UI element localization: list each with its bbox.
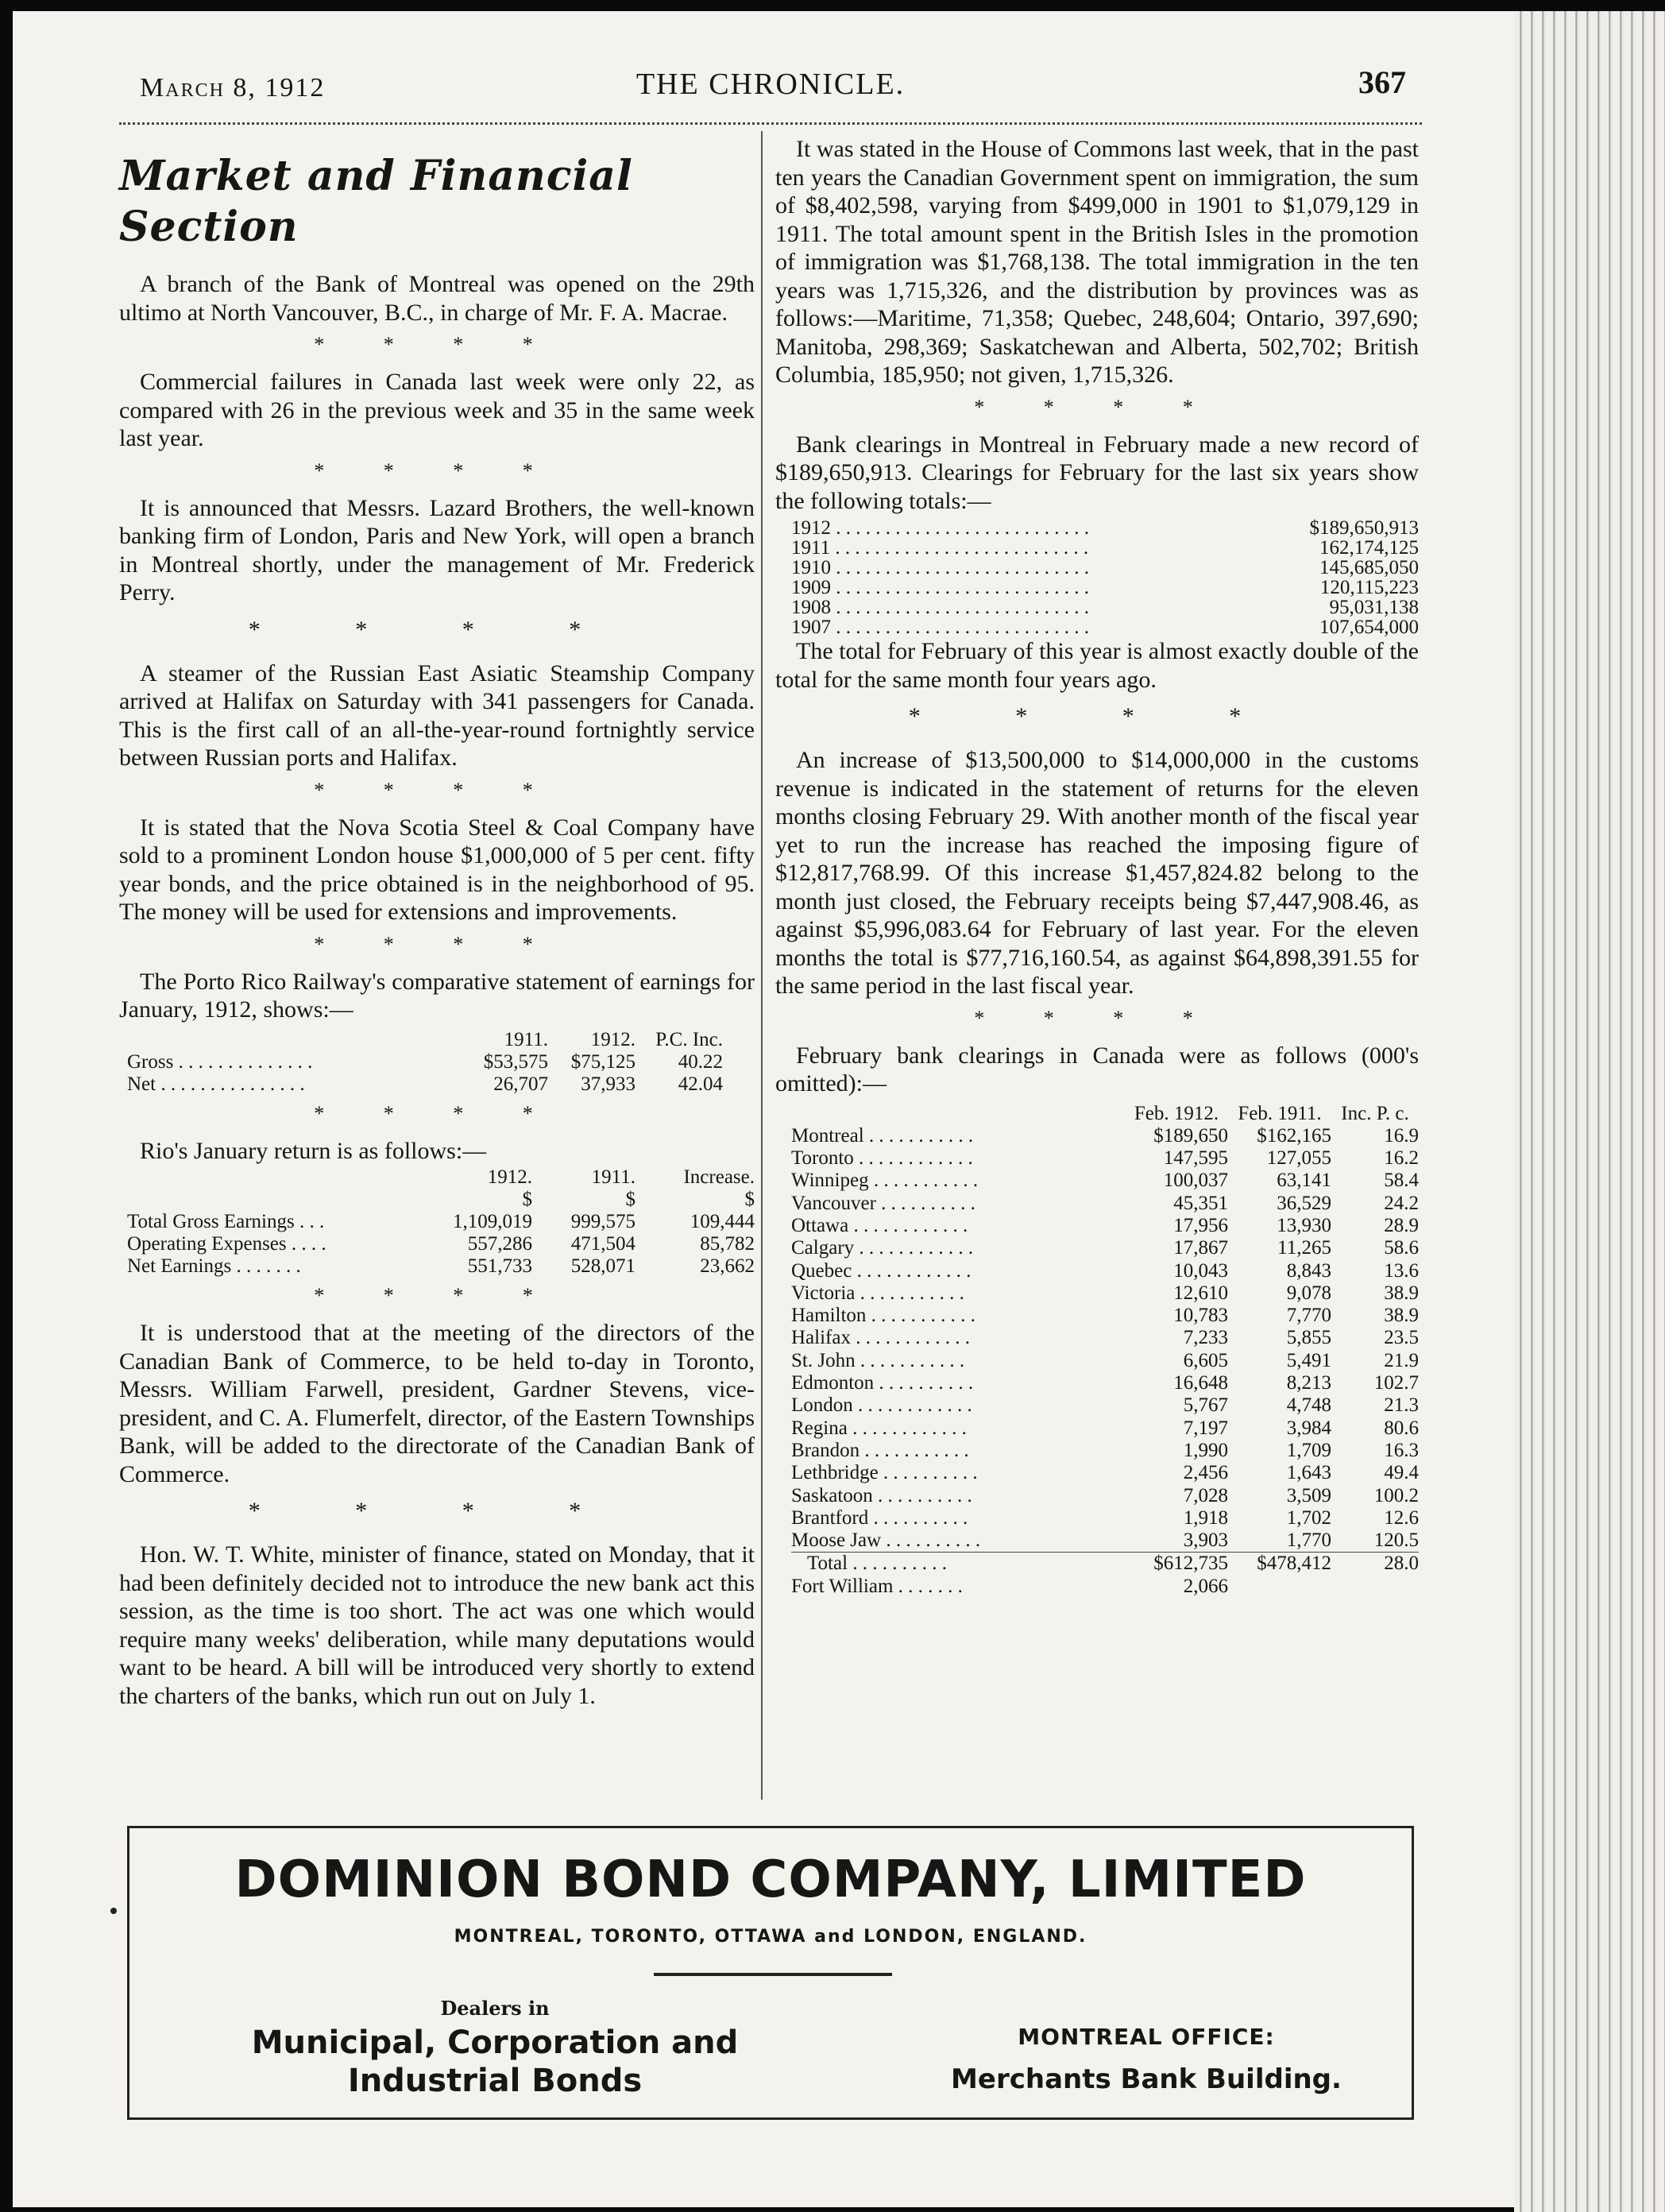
table-row bbox=[791, 1260, 1419, 1282]
cell: 16.2 bbox=[1384, 1147, 1419, 1170]
table-row bbox=[791, 1147, 1419, 1170]
paragraph: An increase of $13,500,000 to $14,000,000 in the customs revenue is indicated in the statement of returns for the eleven months closing February 29. With another month of the fiscal year yet to run the increase has reached the imposing figure of $12,817,768.99. Of this increase $1,457,824.82 belong to the month just closed, the February receipts being $7,447,908.46, as against $5,996,083.64 for February of last year. For the eleven months the total is $77,716,160.54, as against $64,898,391.55 for the same period in the last fiscal year. bbox=[775, 747, 1419, 999]
row-label: 1911 . . . . . . . . . . . . . . . . . . . . . . . . . . bbox=[791, 537, 1089, 559]
ad-rule bbox=[654, 1973, 892, 1976]
cell: 16.3 bbox=[1384, 1439, 1419, 1461]
cell: 7,197 bbox=[1183, 1417, 1228, 1439]
table-row bbox=[127, 1255, 755, 1278]
table-row bbox=[791, 538, 1419, 558]
book-page-edges bbox=[1514, 11, 1665, 2212]
cell: 85,782 bbox=[700, 1233, 755, 1255]
cell: 7,233 bbox=[1183, 1327, 1228, 1349]
cell: 147,595 bbox=[1163, 1147, 1228, 1170]
cell: 10,043 bbox=[1173, 1259, 1228, 1282]
cell: 5,855 bbox=[1286, 1327, 1331, 1349]
cell: 23.5 bbox=[1384, 1327, 1419, 1349]
separator-stars: * * * * bbox=[248, 1498, 626, 1524]
separator-stars: * * * * bbox=[314, 458, 560, 482]
table-row bbox=[791, 1170, 1419, 1192]
cell: 1,770 bbox=[1286, 1529, 1331, 1552]
cell: 102.7 bbox=[1373, 1372, 1419, 1394]
table-row bbox=[791, 1417, 1419, 1440]
cell: 107,654,000 bbox=[1319, 617, 1419, 638]
table-unit: $ bbox=[744, 1189, 755, 1210]
row-label: Operating Expenses . . . . bbox=[127, 1233, 326, 1255]
page-number: 367 bbox=[1358, 64, 1406, 100]
table-header: Feb. 1912. bbox=[1134, 1102, 1219, 1124]
table-row bbox=[791, 1193, 1419, 1215]
paragraph: Commercial failures in Canada last week were only 22, as compared with 26 in the previous week and 35 in the same week last year. bbox=[119, 369, 755, 451]
cell: 100.2 bbox=[1373, 1484, 1419, 1506]
cell: 1,643 bbox=[1286, 1462, 1331, 1484]
row-label: 1910 . . . . . . . . . . . . . . . . . . . . . . . . . . bbox=[791, 557, 1089, 578]
cell: 7,028 bbox=[1183, 1484, 1228, 1506]
table-row bbox=[791, 1237, 1419, 1259]
table-row bbox=[127, 1051, 723, 1073]
cell: 6,605 bbox=[1183, 1349, 1228, 1371]
cell: 12.6 bbox=[1384, 1506, 1419, 1529]
cell: 162,174,125 bbox=[1319, 537, 1419, 559]
table-row bbox=[791, 1507, 1419, 1529]
cell: 1,918 bbox=[1183, 1506, 1228, 1529]
row-label: Vancouver . . . . . . . . . . bbox=[791, 1192, 975, 1214]
table-header: P.C. Inc. bbox=[655, 1028, 723, 1050]
ad-office-label: MONTREAL OFFICE: bbox=[1018, 2024, 1275, 2050]
table-row bbox=[791, 558, 1419, 578]
issue-date: March 8, 1912 bbox=[140, 73, 326, 102]
cell: 471,504 bbox=[570, 1233, 635, 1255]
rio-return-table bbox=[127, 1166, 755, 1278]
cell: 1,109,019 bbox=[453, 1211, 532, 1232]
separator-stars: * * * * bbox=[908, 703, 1286, 729]
table-row bbox=[791, 597, 1419, 617]
cell: 63,141 bbox=[1277, 1170, 1331, 1192]
paragraph: The Porto Rico Railway's comparative statement of earnings for January, 1912, shows:— bbox=[119, 968, 755, 1023]
cell: 3,984 bbox=[1286, 1417, 1331, 1439]
table-row bbox=[791, 1529, 1419, 1553]
cell: 40.22 bbox=[678, 1050, 723, 1073]
cell: 551,733 bbox=[467, 1255, 532, 1277]
table-row bbox=[791, 1327, 1419, 1349]
row-label: Net . . . . . . . . . . . . . . . bbox=[127, 1073, 305, 1095]
table-header: 1912. bbox=[590, 1028, 635, 1050]
cell: 37,933 bbox=[581, 1073, 635, 1095]
cell: 16.9 bbox=[1384, 1124, 1419, 1147]
cell: 24.2 bbox=[1384, 1192, 1419, 1214]
table-row bbox=[791, 1350, 1419, 1372]
ad-bonds bbox=[177, 2024, 813, 2100]
cell: 26,707 bbox=[493, 1073, 548, 1095]
ad-bonds-line: Industrial Bonds bbox=[347, 2063, 643, 2099]
separator-stars: * * * * bbox=[314, 1284, 560, 1307]
cell: 21.9 bbox=[1384, 1349, 1419, 1371]
column-divider bbox=[761, 131, 763, 1800]
row-label: Calgary . . . . . . . . . . . . bbox=[791, 1237, 974, 1259]
cell: 28.0 bbox=[1384, 1553, 1419, 1575]
paragraph: It is understood that at the meeting of the directors of the Canadian Bank of Commerce, to be held to-day in Toronto, Messrs. William Farwell, president, Gardner Stevens, vice-president, and C. A. Flumerfelt, director, of the Eastern Townships Bank, will be added to the directorate of the Canadian Bank of Commerce. bbox=[119, 1320, 755, 1487]
row-label: Winnipeg . . . . . . . . . . . bbox=[791, 1170, 979, 1192]
cell: 8,843 bbox=[1286, 1259, 1331, 1282]
row-label: 1909 . . . . . . . . . . . . . . . . . . . . . . . . . . bbox=[791, 577, 1089, 598]
ad-bonds-line: Municipal, Corporation and bbox=[251, 2024, 739, 2061]
row-label: Ottawa . . . . . . . . . . . . bbox=[791, 1214, 968, 1236]
row-label: Brantford . . . . . . . . . . bbox=[791, 1506, 968, 1529]
cell: 127,055 bbox=[1266, 1147, 1331, 1170]
cell: $189,650 bbox=[1153, 1124, 1228, 1147]
cell: 4,748 bbox=[1286, 1394, 1331, 1417]
cell: 23,662 bbox=[700, 1255, 755, 1277]
cell: $189,650,913 bbox=[1309, 517, 1419, 539]
cell: 109,444 bbox=[690, 1211, 755, 1232]
table-header: Inc. P. c. bbox=[1341, 1102, 1409, 1124]
cell: 1,702 bbox=[1286, 1506, 1331, 1529]
row-label: Toronto . . . . . . . . . . . . bbox=[791, 1147, 973, 1170]
paragraph: It is stated that the Nova Scotia Steel & Coal Company have sold to a prominent London house $1,000,000 of 5 per cent. fifty year bonds, and the price obtained is in the neighborhood of 95. The money will be used for extensions and improvements. bbox=[119, 814, 755, 925]
publication-title: THE CHRONICLE. bbox=[635, 68, 906, 101]
row-label: Hamilton . . . . . . . . . . . bbox=[791, 1305, 975, 1327]
cell: 120,115,223 bbox=[1319, 577, 1419, 598]
cell: 13.6 bbox=[1384, 1259, 1419, 1282]
cell: 17,956 bbox=[1173, 1214, 1228, 1236]
table-header: 1911. bbox=[504, 1028, 548, 1050]
table-row bbox=[791, 1485, 1419, 1507]
paragraph: February bank clearings in Canada were as follows (000's omitted):— bbox=[775, 1042, 1419, 1096]
table-row bbox=[127, 1073, 723, 1096]
cell bbox=[1331, 1576, 1419, 1598]
separator-stars: * * * * bbox=[314, 333, 560, 356]
section-title: Market and Financial Section bbox=[119, 152, 633, 251]
separator-stars: * * * * bbox=[314, 1101, 560, 1125]
row-label: Total Gross Earnings . . . bbox=[127, 1211, 325, 1232]
dot-mark bbox=[110, 1908, 117, 1914]
cell: 2,456 bbox=[1183, 1462, 1228, 1484]
table-header: 1912. bbox=[487, 1166, 532, 1188]
cell: 16,648 bbox=[1173, 1372, 1228, 1394]
separator-stars: * * * * bbox=[248, 616, 626, 643]
row-label: Moose Jaw . . . . . . . . . . bbox=[791, 1529, 981, 1552]
cell: 100,037 bbox=[1163, 1170, 1228, 1192]
table-row bbox=[791, 1282, 1419, 1305]
table-row bbox=[791, 1576, 1419, 1598]
cell: $612,735 bbox=[1153, 1553, 1228, 1575]
cell: 45,351 bbox=[1173, 1192, 1228, 1214]
row-label: Total . . . . . . . . . . bbox=[807, 1553, 948, 1575]
cell: $162,165 bbox=[1257, 1124, 1331, 1147]
canada-clearings-table bbox=[791, 1103, 1419, 1599]
table-row bbox=[791, 578, 1419, 597]
ad-company-name: DOMINION BOND COMPANY, LIMITED bbox=[234, 1850, 1307, 1909]
table-total-row bbox=[791, 1553, 1419, 1576]
cell: 42.04 bbox=[678, 1073, 723, 1095]
left-column bbox=[119, 135, 755, 1710]
cell: 11,265 bbox=[1277, 1237, 1331, 1259]
table-unit: $ bbox=[522, 1189, 532, 1210]
row-label: St. John . . . . . . . . . . . bbox=[791, 1349, 965, 1371]
cell: 145,685,050 bbox=[1319, 557, 1419, 578]
separator-stars: * * * * bbox=[314, 778, 560, 802]
table-header bbox=[127, 1029, 461, 1051]
cell: 1,990 bbox=[1183, 1439, 1228, 1461]
cell: 28.9 bbox=[1384, 1214, 1419, 1236]
cell: 120.5 bbox=[1373, 1529, 1419, 1552]
header-rule bbox=[119, 122, 1422, 125]
paragraph: The total for February of this year is almost exactly double of the total for the same month four years ago. bbox=[775, 638, 1419, 693]
ad-cities: MONTREAL, TORONTO, OTTAWA and LONDON, ENGLAND. bbox=[454, 1927, 1087, 1947]
cell: 58.6 bbox=[1384, 1237, 1419, 1259]
table-header: 1911. bbox=[591, 1166, 635, 1188]
table-row bbox=[791, 1394, 1419, 1417]
table-unit bbox=[127, 1189, 429, 1211]
cell: 2,066 bbox=[1183, 1575, 1228, 1597]
table-header: Increase. bbox=[683, 1166, 755, 1188]
porto-rico-earnings-table bbox=[127, 1029, 723, 1096]
row-label: London . . . . . . . . . . . . bbox=[791, 1394, 972, 1417]
row-label: 1907 . . . . . . . . . . . . . . . . . . . . . . . . . . bbox=[791, 617, 1089, 638]
cell: 36,529 bbox=[1277, 1192, 1331, 1214]
cell: $53,575 bbox=[483, 1050, 548, 1073]
table-unit: $ bbox=[625, 1189, 635, 1210]
cell: 557,286 bbox=[467, 1233, 532, 1255]
cell: 17,867 bbox=[1173, 1237, 1228, 1259]
cell: 9,078 bbox=[1286, 1282, 1331, 1304]
table-header bbox=[127, 1166, 429, 1189]
paragraph: Hon. W. T. White, minister of finance, stated on Monday, that it had been definitely decided not to introduce the new bank act this session, as the time is too short. The act was one which would require many weeks' deliberation, while many deputations would want to be heard. A bill will be introduced very shortly to extend the charters of the banks, which run out on July 1. bbox=[119, 1541, 755, 1709]
cell: 8,213 bbox=[1286, 1372, 1331, 1394]
paragraph: Rio's January return is as follows:— bbox=[140, 1137, 487, 1164]
separator-stars: * * * * bbox=[974, 1006, 1220, 1030]
row-label: Edmonton . . . . . . . . . . bbox=[791, 1372, 974, 1394]
row-label: 1908 . . . . . . . . . . . . . . . . . . . . . . . . . . bbox=[791, 597, 1089, 618]
cell: 38.9 bbox=[1384, 1305, 1419, 1327]
table-row bbox=[127, 1211, 755, 1233]
ad-dealers: Dealers in bbox=[440, 1997, 550, 2020]
cell: 999,575 bbox=[570, 1211, 635, 1232]
cell: 58.4 bbox=[1384, 1170, 1419, 1192]
cell: 1,709 bbox=[1286, 1439, 1331, 1461]
cell: 21.3 bbox=[1384, 1394, 1419, 1417]
cell: 528,071 bbox=[570, 1255, 635, 1277]
separator-stars: * * * * bbox=[974, 395, 1220, 419]
cell: $478,412 bbox=[1257, 1553, 1331, 1575]
table-row bbox=[791, 1440, 1419, 1462]
cell: 5,491 bbox=[1286, 1349, 1331, 1371]
table-row bbox=[127, 1233, 755, 1255]
row-label: Regina . . . . . . . . . . . . bbox=[791, 1417, 967, 1439]
row-label: Montreal . . . . . . . . . . . bbox=[791, 1124, 974, 1147]
row-label: Saskatoon . . . . . . . . . . bbox=[791, 1484, 972, 1506]
cell: 13,930 bbox=[1277, 1214, 1331, 1236]
cell: 38.9 bbox=[1384, 1282, 1419, 1304]
paragraph: Bank clearings in Montreal in February made a new record of $189,650,913. Clearings for February for the last six years show the following totals:— bbox=[775, 431, 1419, 514]
paragraph: A branch of the Bank of Montreal was opened on the 29th ultimo at North Vancouver, B.C., in charge of Mr. F. A. Macrae. bbox=[119, 271, 755, 326]
ad-office: Merchants Bank Building. bbox=[951, 2063, 1342, 2095]
cell: 95,031,138 bbox=[1329, 597, 1419, 618]
paragraph: It is announced that Messrs. Lazard Brothers, the well-known banking firm of London, Paris and New York, will open a branch in Montreal shortly, under the management of Mr. Frederick Perry. bbox=[119, 494, 755, 605]
row-label: Quebec . . . . . . . . . . . . bbox=[791, 1259, 972, 1282]
cell: 80.6 bbox=[1384, 1417, 1419, 1439]
row-label: Brandon . . . . . . . . . . . bbox=[791, 1439, 969, 1461]
table-header bbox=[791, 1103, 1125, 1125]
cell: 5,767 bbox=[1183, 1394, 1228, 1417]
row-label: 1912 . . . . . . . . . . . . . . . . . . . . . . . . . . bbox=[791, 517, 1089, 539]
paragraph: It was stated in the House of Commons last week, that in the past ten years the Canadian Government spent on immigration, the sum of $8,402,598, varying from $499,000 in 1901 to $1,079,129 in 1911. The total amount spent in the British Isles in the promotion of immigration was $1,768,138. The total immigration in the ten years was 1,715,326, and the distribution by provinces was as follows:—Maritime, 71,358; Quebec, 248,604; Ontario, 397,690; Manitoba, 298,369; Saskatchewan and Alberta, 502,702; British Columbia, 185,950; not given, 1,715,326. bbox=[775, 136, 1419, 388]
table-row bbox=[791, 1125, 1419, 1147]
cell: 10,783 bbox=[1173, 1305, 1228, 1327]
advertisement-box bbox=[127, 1826, 1414, 2120]
row-label: Lethbridge . . . . . . . . . . bbox=[791, 1462, 978, 1484]
cell: 3,509 bbox=[1286, 1484, 1331, 1506]
cell: 12,610 bbox=[1173, 1282, 1228, 1304]
table-row bbox=[791, 518, 1419, 538]
table-row bbox=[791, 617, 1419, 637]
row-label: Victoria . . . . . . . . . . . bbox=[791, 1282, 964, 1304]
montreal-clearings-table bbox=[791, 518, 1419, 637]
row-label: Fort William . . . . . . . bbox=[791, 1575, 963, 1597]
table-row bbox=[791, 1372, 1419, 1394]
table-header: Feb. 1911. bbox=[1238, 1102, 1322, 1124]
right-column bbox=[775, 135, 1419, 1598]
separator-stars: * * * * bbox=[314, 932, 560, 956]
page-header bbox=[127, 60, 1406, 108]
cell: 49.4 bbox=[1384, 1462, 1419, 1484]
table-row bbox=[791, 1462, 1419, 1484]
cell: $75,125 bbox=[570, 1050, 635, 1073]
row-label: Net Earnings . . . . . . . bbox=[127, 1255, 301, 1277]
cell bbox=[1228, 1576, 1331, 1598]
row-label: Halifax . . . . . . . . . . . . bbox=[791, 1327, 970, 1349]
paragraph: A steamer of the Russian East Asiatic Steamship Company arrived at Halifax on Saturday with 341 passengers for Canada. This is the first call of an all-the-year-round fortnightly service between Russian ports and Halifax. bbox=[119, 659, 755, 771]
row-label: Gross . . . . . . . . . . . . . . bbox=[127, 1050, 313, 1073]
cell: 3,903 bbox=[1183, 1529, 1228, 1552]
table-row bbox=[791, 1215, 1419, 1237]
table-row bbox=[791, 1305, 1419, 1327]
cell: 7,770 bbox=[1286, 1305, 1331, 1327]
